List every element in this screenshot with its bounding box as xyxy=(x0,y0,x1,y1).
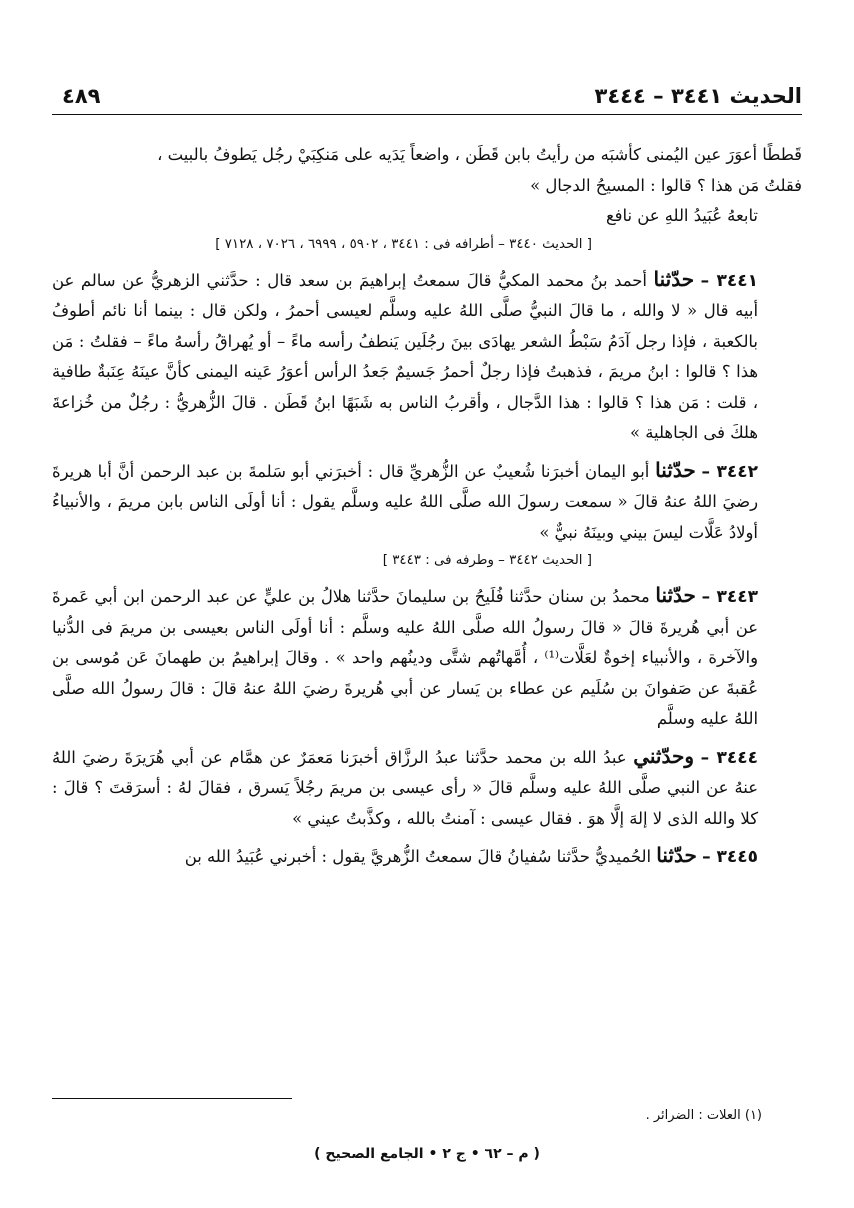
page-header xyxy=(52,84,802,115)
hadith-number: ٣٤٤١ – xyxy=(700,270,758,291)
page-number: ٤٨٩ xyxy=(62,84,101,108)
hadith-number: ٣٤٤٢ – xyxy=(701,461,758,482)
hadith-keyword: حدّثنا xyxy=(655,457,696,482)
page-body xyxy=(52,140,802,873)
hadith-text: أحمد بنُ محمد المكيُّ قالَ سمعتُ إبراهيمَ بن سعد قال : حدَّثني الزهريُّ عن سالم عن أبيه قال « لا والله ، ما قالَ النبيُّ صلَّى اللهُ عليه وسلَّم لعيسى أحمرُ ، ولكن قال : بينما أنا نائم أطوفُ بالكعبة ، فإذا رجل آدَمُ سَبْطُ الشعر يهادَى بينَ رجُلَين يَنطفُ رأسه ماءً – أو يُهراقُ رأسهُ ماءً – فقلتُ : مَن هذا ؟ قالوا : ابنُ مريمَ ، فذهبتُ فإذا رجلٌ أحمرُ جَسيمٌ جَعدُ الرأس أعوَرُ عَينه اليمنى كأنَّ عينَهُ عِنَبةٌ طافية ، قلت : مَن هذا ؟ قالوا : هذا الدَّجال ، وأقربُ الناس به شَبَهًا ابنُ قَطَن . قالَ الزُّهريُّ : رجُلٌ من خُزاعةَ هلكَ فى الجاهلية » xyxy=(52,270,758,442)
hadith-keyword: وحدّثني xyxy=(633,743,694,768)
hadith-text: أبو اليمان أخبرَنا شُعيبٌ عن الزُّهريِّ قال : أخبرَني أبو سَلمةَ بن عبد الرحمن أنَّ أبا هريرةَ رضيَ اللهُ عنهُ قالَ « سمعت رسولَ الله صلَّى اللهُ عليه وسلَّم يقول : أنا أولَى الناس بابن مريمَ ، والأنبياءُ أولادُ عَلَّات ليسَ بيني وبينَهُ نبيٌّ » xyxy=(52,461,758,542)
hadith-3443 xyxy=(52,580,802,735)
hadith-text: الحُميديُّ حدَّثنا سُفيانُ قالَ سمعتُ الزُّهريَّ يقول : أخبرني عُبَيدُ الله بن xyxy=(184,847,652,866)
footnote-separator xyxy=(52,1098,292,1099)
cross-reference: [ الحديث ٣٤٤٢ – وطرفه فى : ٣٤٤٣ ] xyxy=(382,553,592,568)
text-line: فقلتُ مَن هذا ؟ قالوا : المسيحُ الدجال » xyxy=(530,175,802,195)
hadith-keyword: حدّثنا xyxy=(655,583,696,607)
running-title: الحديث ٣٤٤١ – ٣٤٤٤ xyxy=(594,84,802,108)
hadith-keyword: حدّثنا xyxy=(653,266,695,291)
hadith-3444 xyxy=(52,741,802,835)
hadith-text: محمدُ بن سنان حدَّثنا فُلَيحُ بن سليمانَ حدَّثنا هلالُ بن عليٍّ عن عبد الرحمن ابن أبي عَمرةَ عن أبي هُريرةَ قالَ « قالَ رسولُ الله صلَّى اللهُ عليه وسلَّم : أنا أولَى الناس بعيسى بن مريمَ فى الدُّنيا والآخرة ، والأنبياء إخوةٌ لعَلَّات⁽¹⁾ ، أُمَّهاتُهم شتَّى ودينُهم واحد » . وقالَ إبراهيمُ بن طهمانَ عَن مُوسى بن عُقبةَ عن صَفوانَ بن سُلَيم عن عطاء بن يَسار عن أبي هُريرةَ رضيَ اللهُ عنهُ قالَ : قالَ رسولُ الله صلَّى اللهُ عليه وسلَّم xyxy=(52,587,758,728)
hadith-number: ٣٤٤٣ – xyxy=(701,587,759,607)
page-footer: ( م – ٦٢ • ج ٢ • الجامع الصحيح ) xyxy=(314,1146,540,1162)
hadith-number: ٣٤٤٤ – xyxy=(700,747,758,768)
mutaba-note: تابعهُ عُبَيدُ اللهِ عن نافع xyxy=(605,206,758,225)
footnote: (١) العلات : الضرائر . xyxy=(645,1108,762,1123)
cross-reference: [ الحديث ٣٤٤٠ – أطرافه فى : ٣٤٤١ ، ٥٩٠٢ ، ٦٩٩٩ ، ٧٠٢٦ ، ٧١٢٨ ] xyxy=(215,236,592,252)
text-line: قَططًا أعوَرَ عين اليُمنى كأشبَه من رأيتُ بابن قَطَن ، واضعاً يَدَيه على مَنكِبَيْ رجُل يَطوفُ بالبيت ، xyxy=(157,145,802,164)
hadith-3445 xyxy=(52,840,802,873)
hadith-number: ٣٤٤٥ – xyxy=(702,847,758,867)
hadith-3442 xyxy=(52,455,802,549)
hadith-3441 xyxy=(52,264,802,449)
hadith-text: عبدُ الله بن محمد حدَّثنا عبدُ الرزَّاق أخبرَنا مَعمَرٌ عن همَّام عن أبي هُرَيرَةَ رضيَ اللهُ عنهُ عن النبي صلَّى اللهُ عليه وسلَّم قالَ « رأى عيسى بن مريمَ رجُلاً يَسرق ، فقالَ لهُ : أسرَقتَ ؟ قالَ : كلا والله الذى لا إلهَ إلَّا هوَ . فقال عيسى : آمنتُ بالله ، وكذَّبتُ عيني » xyxy=(52,747,758,828)
hadith-keyword: حدّثنا xyxy=(656,843,697,867)
